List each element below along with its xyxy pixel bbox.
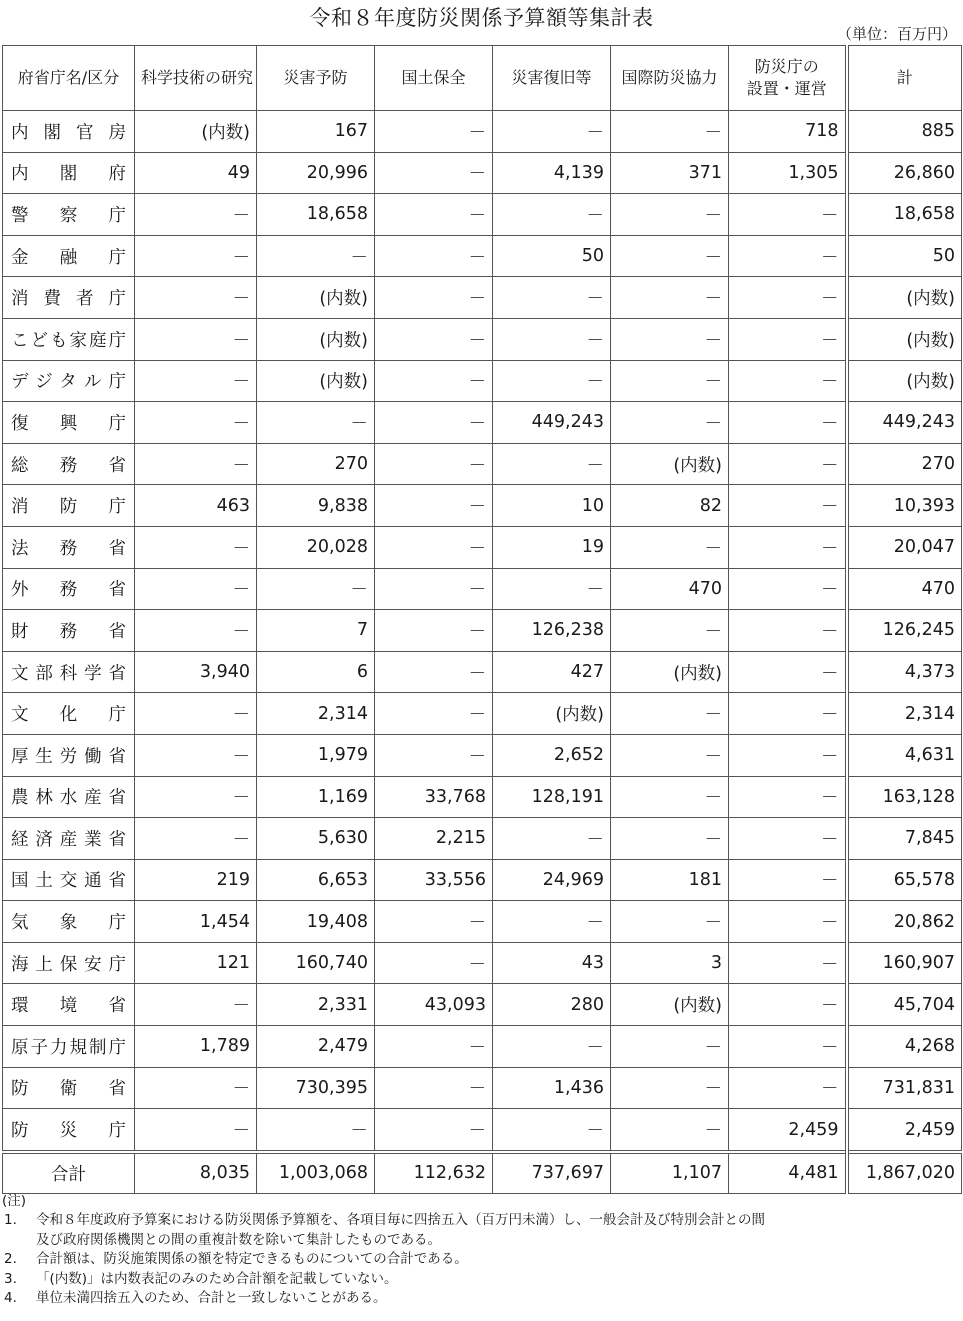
table-row — [3, 818, 962, 860]
table-cell: 20,047 — [847, 526, 962, 568]
table-cell: 10,393 — [847, 485, 962, 527]
note-line: 合計額は、防災施策関係の額を特定できるものについての合計である。 — [36, 1251, 468, 1268]
table-row — [3, 693, 962, 735]
budget-table — [2, 45, 962, 1194]
table-cell: 371 — [611, 152, 729, 194]
table-row — [3, 1026, 962, 1068]
table-cell: 20,862 — [847, 901, 962, 943]
table-cell: 4,373 — [847, 651, 962, 693]
table-cell: － — [611, 1026, 729, 1068]
table-cell: － — [257, 235, 375, 277]
table-row — [3, 318, 962, 360]
table-cell: － — [135, 1109, 257, 1152]
table-cell: 4,631 — [847, 734, 962, 776]
table-cell: － — [729, 859, 847, 901]
table-cell: 50 — [493, 235, 611, 277]
table-cell: 160,907 — [847, 942, 962, 984]
table-row — [3, 360, 962, 402]
table-cell: 280 — [493, 984, 611, 1026]
table-body — [3, 111, 962, 1194]
table-cell: － — [729, 235, 847, 277]
table-cell: － — [375, 942, 493, 984]
header-disaster-prevention — [257, 46, 375, 111]
table-cell: － — [729, 942, 847, 984]
table-cell: － — [135, 443, 257, 485]
table-cell: 2,314 — [257, 693, 375, 735]
table-cell: 730,395 — [257, 1067, 375, 1109]
table-cell: 167 — [257, 111, 375, 153]
table-cell: 26,860 — [847, 152, 962, 194]
table-cell: － — [375, 402, 493, 444]
table-cell: 20,028 — [257, 526, 375, 568]
table-cell: － — [375, 194, 493, 236]
header-text: 災害復旧等 — [511, 68, 592, 88]
notes-heading: (注) — [2, 1193, 27, 1209]
table-cell: 121 — [135, 942, 257, 984]
header-text: 国際防災協力 — [621, 68, 718, 88]
table-cell: 9,838 — [257, 485, 375, 527]
total-cell: 8,035 — [135, 1152, 257, 1194]
table-row — [3, 859, 962, 901]
table-row — [3, 1109, 962, 1152]
table-cell: － — [493, 901, 611, 943]
table-row — [3, 152, 962, 194]
table-cell: 33,768 — [375, 776, 493, 818]
ministry-name: 外務省 — [3, 568, 135, 610]
table-row — [3, 111, 962, 153]
header-text: 災害予防 — [283, 68, 348, 88]
table-cell: － — [135, 402, 257, 444]
table-cell: － — [493, 194, 611, 236]
table-cell: － — [729, 194, 847, 236]
table-cell: － — [135, 818, 257, 860]
table-cell: 19 — [493, 526, 611, 568]
table-cell: 33,556 — [375, 859, 493, 901]
table-cell: － — [729, 318, 847, 360]
table-cell: 45,704 — [847, 984, 962, 1026]
ministry-name: 海上保安庁 — [3, 942, 135, 984]
ministry-name: 文部科学省 — [3, 651, 135, 693]
table-cell: 270 — [257, 443, 375, 485]
ministry-name: 警察庁 — [3, 194, 135, 236]
table-cell: － — [729, 818, 847, 860]
table-cell: 718 — [729, 111, 847, 153]
table-cell: － — [375, 734, 493, 776]
table-cell: － — [729, 901, 847, 943]
table-cell: (内数) — [135, 111, 257, 153]
table-cell: 18,658 — [257, 194, 375, 236]
table-cell: － — [729, 734, 847, 776]
table-cell: － — [135, 194, 257, 236]
table-cell: 2,331 — [257, 984, 375, 1026]
table-cell: (内数) — [847, 360, 962, 402]
table-header-row — [3, 46, 962, 111]
table-cell: 2,479 — [257, 1026, 375, 1068]
table-cell: 1,789 — [135, 1026, 257, 1068]
ministry-name: 原子力規制庁 — [3, 1026, 135, 1068]
header-text: 府省庁名/区分 — [17, 68, 120, 88]
table-cell: － — [611, 318, 729, 360]
header-total — [847, 46, 962, 111]
note-text — [36, 1211, 960, 1250]
table-cell: － — [611, 776, 729, 818]
table-cell: － — [375, 1067, 493, 1109]
table-cell: － — [611, 277, 729, 319]
table-cell: － — [375, 277, 493, 319]
table-cell: － — [729, 277, 847, 319]
ministry-name: 財務省 — [3, 610, 135, 652]
table-cell: － — [729, 651, 847, 693]
table-cell: － — [729, 984, 847, 1026]
table-cell: 126,245 — [847, 610, 962, 652]
table-cell: － — [611, 1109, 729, 1152]
total-cell: 737,697 — [493, 1152, 611, 1194]
total-cell: 1,003,068 — [257, 1152, 375, 1194]
ministry-name: 経済産業省 — [3, 818, 135, 860]
note-line: 及び政府関係機関との間の重複計数を除いて集計したものである。 — [36, 1231, 441, 1248]
table-cell: 1,436 — [493, 1067, 611, 1109]
table-cell: － — [375, 443, 493, 485]
table-row — [3, 443, 962, 485]
table-cell: 5,630 — [257, 818, 375, 860]
table-cell: 270 — [847, 443, 962, 485]
table-cell: 163,128 — [847, 776, 962, 818]
table-cell: － — [135, 984, 257, 1026]
table-cell: － — [611, 693, 729, 735]
table-row — [3, 194, 962, 236]
table-cell: － — [257, 1109, 375, 1152]
header-text: 設置・運営 — [746, 79, 827, 98]
ministry-name: 内閣府 — [3, 152, 135, 194]
table-cell: 7,845 — [847, 818, 962, 860]
ministry-name: デジタル庁 — [3, 360, 135, 402]
table-cell: － — [611, 526, 729, 568]
table-cell: － — [611, 194, 729, 236]
table-cell: 1,454 — [135, 901, 257, 943]
note-item — [2, 1270, 960, 1289]
ministry-name: 消防庁 — [3, 485, 135, 527]
table-cell: 49 — [135, 152, 257, 194]
note-text — [36, 1289, 960, 1308]
ministry-name: 総務省 — [3, 443, 135, 485]
table-cell: 7 — [257, 610, 375, 652]
table-cell: － — [375, 568, 493, 610]
note-number: 1. — [4, 1212, 17, 1229]
page-title: 令和８年度防災関係予算額等集計表 — [309, 6, 654, 30]
table-cell: 2,314 — [847, 693, 962, 735]
table-cell: 1,169 — [257, 776, 375, 818]
table-cell: － — [493, 318, 611, 360]
table-cell: 2,652 — [493, 734, 611, 776]
ministry-name: 防災庁 — [3, 1109, 135, 1152]
ministry-name: 文化庁 — [3, 693, 135, 735]
table-cell: － — [729, 526, 847, 568]
total-row — [3, 1152, 962, 1194]
table-row — [3, 610, 962, 652]
ministry-name: 内閣官房 — [3, 111, 135, 153]
table-cell: － — [375, 1109, 493, 1152]
table-cell: (内数) — [493, 693, 611, 735]
table-cell: (内数) — [611, 651, 729, 693]
table-cell: 427 — [493, 651, 611, 693]
table-cell: 4,139 — [493, 152, 611, 194]
table-cell: － — [611, 111, 729, 153]
table-cell: － — [135, 360, 257, 402]
table-cell: 731,831 — [847, 1067, 962, 1109]
total-cell: 1,867,020 — [847, 1152, 962, 1194]
table-cell: (内数) — [847, 318, 962, 360]
table-cell: － — [611, 1067, 729, 1109]
header-disaster-agency — [729, 46, 847, 111]
table-row — [3, 485, 962, 527]
table-cell: － — [493, 111, 611, 153]
table-row — [3, 984, 962, 1026]
table-cell: 6 — [257, 651, 375, 693]
table-cell: 4,268 — [847, 1026, 962, 1068]
header-text: 国土保全 — [401, 68, 466, 88]
total-cell: 1,107 — [611, 1152, 729, 1194]
note-text — [36, 1250, 960, 1269]
table-cell: － — [375, 360, 493, 402]
notes-list — [2, 1211, 960, 1308]
table-cell: 470 — [611, 568, 729, 610]
header-text: 科学技術の研究 — [141, 68, 254, 88]
ministry-name: 農林水産省 — [3, 776, 135, 818]
table-cell: 10 — [493, 485, 611, 527]
table-cell: 3,940 — [135, 651, 257, 693]
ministry-name: 消費者庁 — [3, 277, 135, 319]
table-cell: － — [493, 818, 611, 860]
total-cell: 4,481 — [729, 1152, 847, 1194]
table-cell: － — [135, 235, 257, 277]
ministry-name: 気象庁 — [3, 901, 135, 943]
header-ministry — [3, 46, 135, 111]
table-cell: － — [375, 1026, 493, 1068]
table-cell: － — [729, 693, 847, 735]
table-cell: 6,653 — [257, 859, 375, 901]
unit-label: （単位：百万円） — [836, 25, 957, 43]
table-cell: － — [611, 734, 729, 776]
table-cell: 2,459 — [729, 1109, 847, 1152]
total-label: 合計 — [3, 1152, 135, 1194]
table-cell: － — [375, 152, 493, 194]
header-science-research — [135, 46, 257, 111]
table-cell: － — [729, 402, 847, 444]
table-cell: 24,969 — [493, 859, 611, 901]
table-cell: (内数) — [257, 318, 375, 360]
table-cell: － — [611, 610, 729, 652]
table-row — [3, 402, 962, 444]
ministry-name: 復興庁 — [3, 402, 135, 444]
ministry-name: 厚生労働省 — [3, 734, 135, 776]
table-cell: 885 — [847, 111, 962, 153]
table-cell: － — [611, 360, 729, 402]
table-cell: (内数) — [257, 277, 375, 319]
table-cell: － — [729, 443, 847, 485]
table-row — [3, 235, 962, 277]
table-row — [3, 901, 962, 943]
header-land-conservation — [375, 46, 493, 111]
table-cell: － — [611, 402, 729, 444]
table-cell: － — [375, 111, 493, 153]
table-cell: － — [135, 734, 257, 776]
table-cell: 128,191 — [493, 776, 611, 818]
table-cell: － — [729, 610, 847, 652]
table-cell: 463 — [135, 485, 257, 527]
note-number: 4. — [4, 1290, 17, 1307]
table-row — [3, 776, 962, 818]
table-cell: 18,658 — [847, 194, 962, 236]
table-cell: － — [135, 776, 257, 818]
note-line: 単位未満四捨五入のため、合計と一致しないことがある。 — [36, 1290, 387, 1307]
table-cell: － — [135, 526, 257, 568]
notes — [2, 1192, 960, 1308]
table-cell: 1,305 — [729, 152, 847, 194]
table-cell: － — [493, 1026, 611, 1068]
table-cell: 19,408 — [257, 901, 375, 943]
ministry-name: 防衛省 — [3, 1067, 135, 1109]
table-cell: － — [611, 818, 729, 860]
table-cell: 1,979 — [257, 734, 375, 776]
ministry-name: 環境省 — [3, 984, 135, 1026]
table-cell: － — [493, 277, 611, 319]
table-cell: － — [611, 235, 729, 277]
table-cell: 43 — [493, 942, 611, 984]
table-row — [3, 942, 962, 984]
ministry-name: こども家庭庁 — [3, 318, 135, 360]
table-cell: 181 — [611, 859, 729, 901]
table-cell: － — [729, 1067, 847, 1109]
note-number: 3. — [4, 1270, 17, 1287]
header-text: 防災庁の — [754, 57, 819, 77]
table-cell: (内数) — [611, 443, 729, 485]
table-cell: (内数) — [847, 277, 962, 319]
table-cell: － — [729, 568, 847, 610]
note-item — [2, 1211, 960, 1250]
table-cell: 126,238 — [493, 610, 611, 652]
table-cell: (内数) — [611, 984, 729, 1026]
header-international-cooperation — [611, 46, 729, 111]
table-cell: － — [729, 1026, 847, 1068]
table-cell: 65,578 — [847, 859, 962, 901]
table-cell: 449,243 — [847, 402, 962, 444]
table-cell: － — [611, 901, 729, 943]
table-cell: － — [135, 693, 257, 735]
table-cell: 470 — [847, 568, 962, 610]
table-cell: 2,215 — [375, 818, 493, 860]
table-row — [3, 568, 962, 610]
table-cell: (内数) — [257, 360, 375, 402]
ministry-name: 法務省 — [3, 526, 135, 568]
table-cell: 160,740 — [257, 942, 375, 984]
table-row — [3, 526, 962, 568]
table-row — [3, 734, 962, 776]
table-cell: － — [135, 1067, 257, 1109]
note-text — [36, 1270, 960, 1289]
note-item — [2, 1250, 960, 1269]
table-row — [3, 277, 962, 319]
table-cell: 3 — [611, 942, 729, 984]
table-cell: － — [729, 776, 847, 818]
table-cell: － — [493, 443, 611, 485]
table-cell: － — [493, 1109, 611, 1152]
table-row — [3, 1067, 962, 1109]
table-cell: － — [375, 318, 493, 360]
ministry-name: 金融庁 — [3, 235, 135, 277]
table-cell: － — [135, 568, 257, 610]
ministry-name: 国土交通省 — [3, 859, 135, 901]
table-cell: 82 — [611, 485, 729, 527]
table-cell: － — [375, 235, 493, 277]
table-cell: 50 — [847, 235, 962, 277]
header-disaster-recovery — [493, 46, 611, 111]
table-cell: 43,093 — [375, 984, 493, 1026]
note-line: 令和８年度政府予算案における防災関係予算額を、各項目毎に四捨五入（百万円未満）し、一般会計及び特別会計との間 — [36, 1212, 765, 1229]
table-cell: － — [375, 526, 493, 568]
table-cell: 2,459 — [847, 1109, 962, 1152]
table-cell: － — [493, 360, 611, 402]
total-cell: 112,632 — [375, 1152, 493, 1194]
table-cell: － — [729, 360, 847, 402]
table-cell: － — [135, 318, 257, 360]
table-cell: － — [257, 402, 375, 444]
table-cell: 449,243 — [493, 402, 611, 444]
note-item — [2, 1289, 960, 1308]
table-cell: － — [493, 568, 611, 610]
table-cell: 219 — [135, 859, 257, 901]
table-cell: － — [729, 485, 847, 527]
table-cell: － — [375, 610, 493, 652]
table-cell: － — [375, 901, 493, 943]
table-row — [3, 651, 962, 693]
table-cell: － — [135, 277, 257, 319]
table-cell: － — [375, 693, 493, 735]
table-cell: － — [257, 568, 375, 610]
header-text: 計 — [896, 68, 913, 88]
table-cell: － — [135, 610, 257, 652]
note-number: 2. — [4, 1251, 17, 1268]
table-cell: 20,996 — [257, 152, 375, 194]
table-cell: － — [375, 651, 493, 693]
table-cell: － — [375, 485, 493, 527]
note-line: 「(内数)」は内数表記のみのため合計額を記載していない。 — [36, 1270, 398, 1287]
